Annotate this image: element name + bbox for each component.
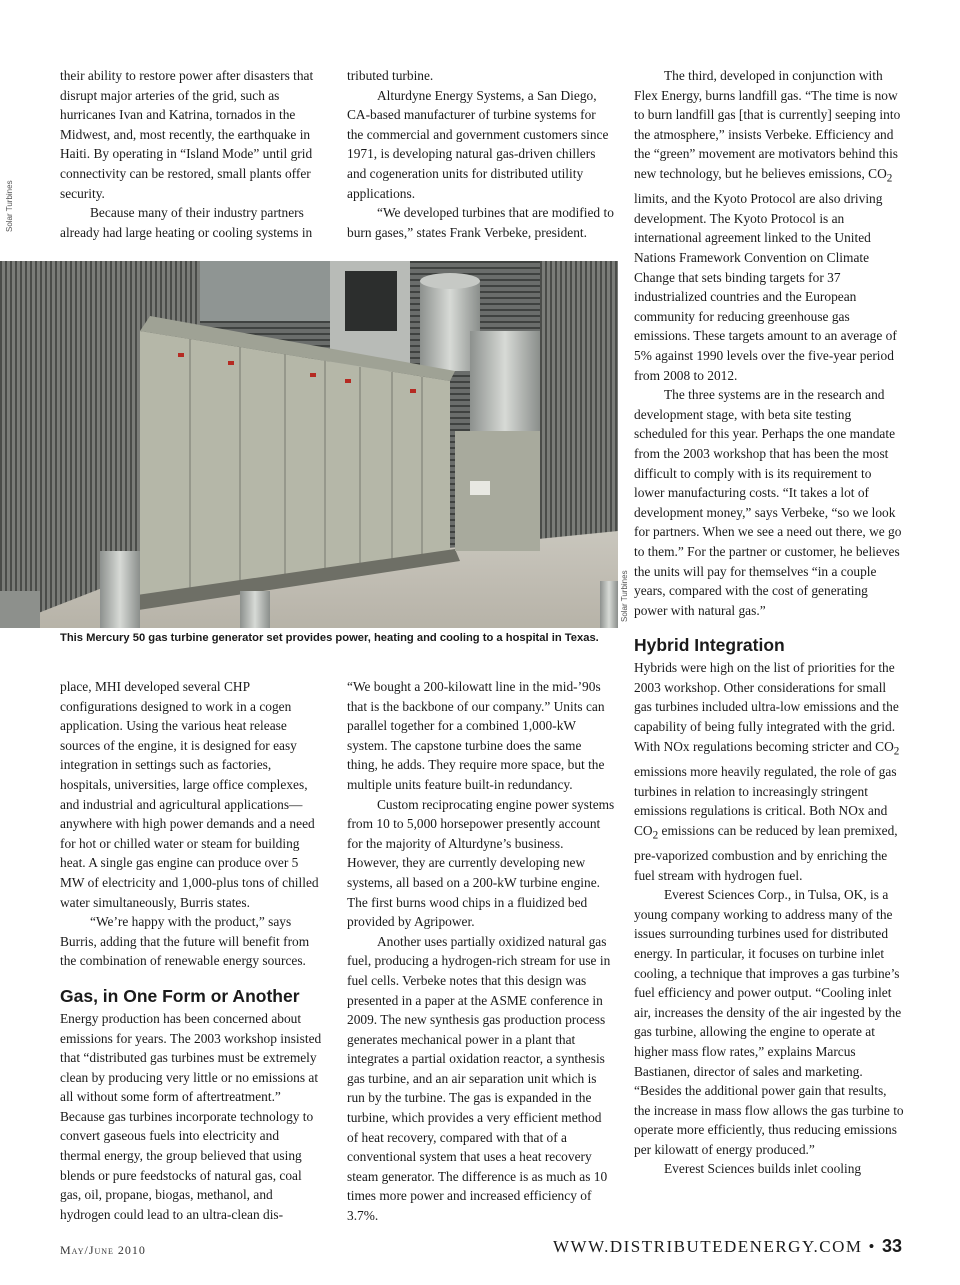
body-paragraph: Energy production has been concerned about emissions for years. The 2003 workshop insisted that “distributed gas turbines must be extremely clean by producing very little or no emissions at all without some form of aftertreatment.” Because gas turbines incorporate technology to convert gaseous fuels into electricity and thermal energy, the group believed that using blends or pure feedstocks of natural gas, coal gas, oil, propane, biogas, methanol, and hydrogen could lead to an ultra-clean dis- [60, 1010, 322, 1222]
photo-credit: Solar Turbines [620, 570, 629, 622]
body-paragraph: “We developed turbines that are modified to burn gases,” states Frank Verbeke, president. [347, 205, 614, 240]
body-paragraph: Hybrids were high on the list of priorities for the 2003 workshop. Other considerations for small gas turbines included ultra-low emissions and the capability of being fully integrated with the grid. With NOx regulations becoming stricter and $CO_2$ emissions more heavily regulated, the role of gas turbines in relation to increasingly stringent emissions regulations is critical. Both NOx and $CO_2$ emissions can be reduced by lean premixed, pre-vaporized combustion and by enriching the fuel stream with hydrogen fuel. [634, 660, 900, 883]
column-2-top [347, 66, 615, 242]
body-paragraph: The third, developed in conjunction with Flex Energy, burns landfill gas. “The time is now to burn landfill gas [that is currently] seeping into the atmosphere,” insists Verbeke. Efficiency and the “green” movement are motivators behind this new technology, but he believes emissions, $CO_2$ limits, and the Kyoto Protocol are also driving development. The Kyoto Protocol is an international agreement linked to the United Nations Framework Convention on Climate Change that sets binding targets for 37 industrialized countries and the European community for reducing greenhouse gas emissions. These targets amount to an average of 5% against 1990 levels over the five-year period from 2008 to 2012. [634, 68, 901, 383]
body-paragraph: their ability to restore power after disasters that disrupt major arteries of the grid, such as hurricanes Ivan and Katrina, tornados in the Midwest, and, most recently, the earthquake in Haiti. By operating in “Island Mode” until grid connectivity can be restored, small plants offer security. [60, 68, 314, 201]
footer-bullet: • [868, 1237, 876, 1256]
section-heading: Gas, in One Form or Another [60, 985, 300, 1006]
body-paragraph: tributed turbine. [347, 68, 434, 83]
column-1-top [60, 66, 322, 242]
footer-url [553, 1236, 902, 1257]
body-paragraph: Alturdyne Energy Systems, a San Diego, CA-based manufacturer of turbine systems for the commercial and government customers since 1971, is developing natural gas-driven chillers and cogeneration units for distributed utility applications. [347, 87, 609, 201]
body-paragraph: “We’re happy with the product,” says Burris, adding that the future will benefit from the combination of renewable energy sources. [60, 914, 310, 969]
issue-date: May/June 2010 [60, 1243, 146, 1257]
photo-credit-top: Solar Turbines [5, 180, 14, 232]
column-1-bottom [60, 677, 323, 1224]
column-3 [634, 66, 904, 1179]
body-paragraph: The three systems are in the research and development stage, with beta site testing scheduled for this year. Perhaps the one mandate from the 2003 workshop that has been the most difficult to comply with is its requirement to lower manufacturing costs. “It takes a lot of development money,” says Verbeke, “so we look for partners. When we see a need out there, we go to them.” For the partner or customer, he believes the units will pay for themselves “in a couple years, compared with the cost of generating power with natural gas.” [634, 387, 902, 618]
body-paragraph: place, MHI developed several CHP configurations designed to work in a cogen application. Using the various heat release sources of the engine, it is designed for easy integration in settings such as factories, hospitals, universities, large office complexes, and industrial and agricultural applications—anywhere with high power demands and a need for hot or chilled water or steam for building heat. A single gas engine can produce over 5 MW of electricity and 1,000-plus tons of chilled water simultaneously, Burris states. [60, 679, 319, 910]
turbine-photo [0, 261, 618, 628]
photo-caption: This Mercury 50 gas turbine generator set provides power, heating and cooling to a hospital in Texas. [60, 632, 599, 644]
body-paragraph: Everest Sciences Corp., in Tulsa, OK, is a young company working to address many of the issues surrounding turbines used for distributed energy. In particular, it focuses on turbine inlet cooling, a technique that improves a gas turbine’s fuel efficiency and power output. “Cooling inlet air, increases the density of the air ingested by the gas turbine, allowing the engine to operate at higher mass flow rates,” explains Marcus Bastianen, director of sales and marketing. “Besides the additional power gain that results, the increase in mass flow allows the gas turbine to operate more efficiently, thus reducing emissions per kilowatt of energy produced.” [634, 887, 904, 1157]
website-link[interactable]: WWW.DISTRIBUTEDENERGY.COM [553, 1237, 863, 1256]
body-paragraph: Another uses partially oxidized natural gas fuel, producing a hydrogen-rich stream for use in fuel cells. Verbeke notes that this design was presented in a paper at the ASME conference in 2009. The new synthesis gas production process generates mechanical power in a plant that integrates a partial oxidation reactor, a synthesis gas turbine, and an air separation unit which is run by the turbine. The gas is expanded in the turbine, which provides a very efficient method of heat recovery, compared with that of a conventional system that uses a heat recovery steam generator. The difference is as much as 10 times more power and increased efficiency of 3.7%. [347, 933, 611, 1224]
body-paragraph: “We bought a 200-kilowatt line in the mid-’90s that is the backbone of our company.” Units can parallel together for a combined 1,000-kW system. The capstone turbine does the same thing, he adds. They require more space, but the multiple units feature built-in redundancy. [347, 679, 605, 792]
body-paragraph: Everest Sciences builds inlet cooling [664, 1161, 862, 1177]
body-paragraph: Custom reciprocating engine power systems from 10 to 5,000 horsepower presently account for the majority of Alturdyne’s business. However, they are currently developing new systems, all based on a 200-kW turbine engine. The first burns wood chips in a fluidized bed provided by Agripower. [347, 796, 615, 930]
body-paragraph: Because many of their industry partners already had large heating or cooling systems in [60, 205, 313, 240]
column-2-bottom [347, 677, 615, 1226]
section-heading: Hybrid Integration [634, 635, 785, 656]
page-number: 33 [881, 1236, 902, 1256]
